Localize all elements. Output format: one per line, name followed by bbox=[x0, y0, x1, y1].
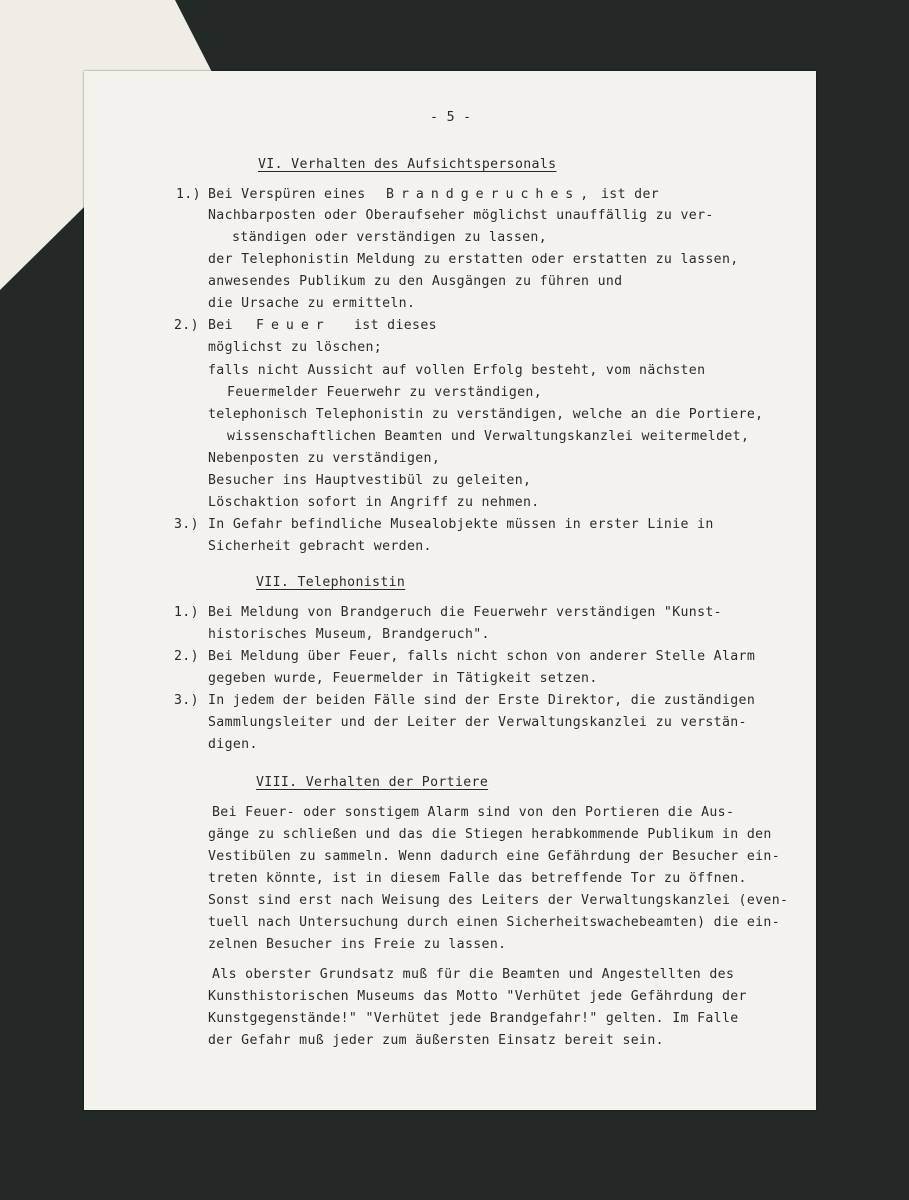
text-line: Bei Verspüren eines bbox=[208, 187, 366, 202]
text-line: historisches Museum, Brandgeruch". bbox=[208, 627, 490, 642]
text-line: die Ursache zu ermitteln. bbox=[208, 296, 416, 311]
text-line: möglichst zu löschen; bbox=[208, 340, 383, 355]
text-line: Bei Meldung über Feuer, falls nicht schon von anderer Stelle Alarm bbox=[208, 649, 756, 664]
text-line: Bei bbox=[208, 318, 233, 333]
text-line: telephonisch Telephonistin zu verständigen, welche an die Portiere, bbox=[208, 407, 764, 422]
text-line: falls nicht Aussicht auf vollen Erfolg besteht, vom nächsten bbox=[208, 363, 706, 378]
text-line: Als oberster Grundsatz muß für die Beamten und Angestellten des bbox=[212, 967, 735, 982]
text-line: zelnen Besucher ins Freie zu lassen. bbox=[208, 937, 507, 952]
section-vii-heading: VII. Telephonistin bbox=[256, 575, 406, 590]
text-line: Bei Feuer- oder sonstigem Alarm sind von den Portieren die Aus- bbox=[212, 805, 735, 820]
text-line: In jedem der beiden Fälle sind der Erste Direktor, die zuständigen bbox=[208, 693, 756, 708]
text-line: Nachbarposten oder Oberaufseher möglichst unauffällig zu ver- bbox=[208, 208, 714, 223]
text-line: Sammlungsleiter und der Leiter der Verwaltungskanzlei zu verstän- bbox=[208, 715, 747, 730]
item-number: 1.) bbox=[176, 187, 201, 202]
text-line: gänge zu schließen und das die Stiegen herabkommende Publikum in den bbox=[208, 827, 772, 842]
text-line: ist der bbox=[601, 187, 660, 202]
text-line: Kunsthistorischen Museums das Motto "Verhütet jede Gefährdung der bbox=[208, 989, 747, 1004]
text-line: Feuermelder Feuerwehr zu verständigen, bbox=[227, 385, 543, 400]
item-number: 2.) bbox=[174, 649, 199, 664]
item-number: 3.) bbox=[174, 517, 199, 532]
text-line: In Gefahr befindliche Musealobjekte müssen in erster Linie in bbox=[208, 517, 714, 532]
page-number: - 5 - bbox=[430, 110, 472, 125]
text-line: Vestibülen zu sammeln. Wenn dadurch eine Gefährdung der Besucher ein- bbox=[208, 849, 780, 864]
text-line: Nebenposten zu verständigen, bbox=[208, 451, 441, 466]
text-line: ständigen oder verständigen zu lassen, bbox=[232, 230, 548, 245]
text-line: Besucher ins Hauptvestibül zu geleiten, bbox=[208, 473, 532, 488]
text-line: digen. bbox=[208, 737, 258, 752]
text-line: Sicherheit gebracht werden. bbox=[208, 539, 432, 554]
text-line: Löschaktion sofort in Angriff zu nehmen. bbox=[208, 495, 540, 510]
text-line: Kunstgegenstände!" "Verhütet jede Brandgefahr!" gelten. Im Falle bbox=[208, 1011, 739, 1026]
text-line-spaced: Brandgeruches, bbox=[386, 187, 596, 202]
text-line: Bei Meldung von Brandgeruch die Feuerwehr verständigen "Kunst- bbox=[208, 605, 722, 620]
section-viii-heading: VIII. Verhalten der Portiere bbox=[256, 775, 489, 790]
document-page bbox=[84, 71, 816, 1110]
text-line: treten könnte, ist in diesem Falle das betreffende Tor zu öffnen. bbox=[208, 871, 747, 886]
text-line: der Telephonistin Meldung zu erstatten oder erstatten zu lassen, bbox=[208, 252, 739, 267]
text-line: der Gefahr muß jeder zum äußersten Einsatz bereit sein. bbox=[208, 1033, 664, 1048]
item-number: 1.) bbox=[174, 605, 199, 620]
item-number: 2.) bbox=[174, 318, 199, 333]
text-line: Sonst sind erst nach Weisung des Leiters der Verwaltungskanzlei (even- bbox=[208, 893, 789, 908]
text-line: gegeben wurde, Feuermelder in Tätigkeit setzen. bbox=[208, 671, 598, 686]
item-number: 3.) bbox=[174, 693, 199, 708]
section-vi-heading: VI. Verhalten des Aufsichtspersonals bbox=[258, 157, 557, 172]
text-line: wissenschaftlichen Beamten und Verwaltungskanzlei weitermeldet, bbox=[227, 429, 750, 444]
text-line: anwesendes Publikum zu den Ausgängen zu führen und bbox=[208, 274, 623, 289]
text-line: ist dieses bbox=[354, 318, 437, 333]
text-line-spaced: Feuer bbox=[256, 318, 331, 333]
text-line: tuell nach Untersuchung durch einen Sicherheitswachebeamten) die ein- bbox=[208, 915, 780, 930]
